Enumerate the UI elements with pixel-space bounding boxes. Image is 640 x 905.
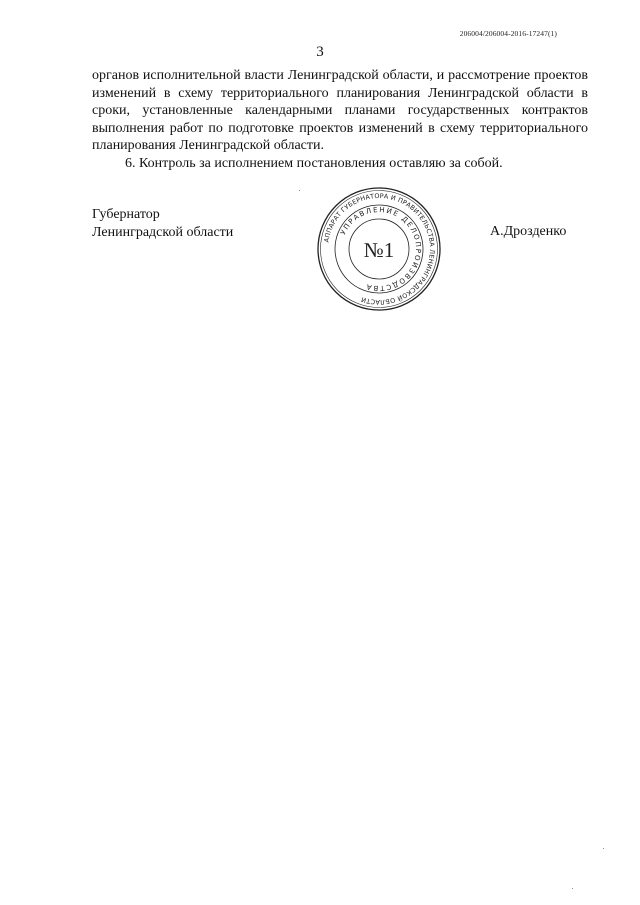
signatory-name: А.Дрозденко [490, 224, 567, 239]
stamp-inner-text: УПРАВЛЕНИЕ ДЕЛОПРОИЗВОДСТВА [339, 205, 423, 293]
signatory-title-line-1: Губернатор [92, 207, 160, 222]
stamp-outer-text: АППАРАТ ГУБЕРНАТОРА И ПРАВИТЕЛЬСТВА ЛЕНИНГРАДСКОЙ ОБЛАСТИ [322, 191, 437, 307]
scan-speck [572, 888, 573, 889]
signatory-title [92, 206, 233, 241]
signatory-title-line-2: Ленинградской области [92, 224, 234, 240]
paragraph-item-6: 6. Контроль за исполнением постановления оставляю за собой. [125, 155, 503, 171]
page-number: 3 [316, 44, 324, 60]
paragraph-continuation: органов исполнительной власти Ленинградской области, и рассмотрение проектов изменений в схему территориального планирования Ленинградской области в сроки, установленные календарными планами государственных контрактов выполнения работ по подготовке проектов изменений в схему территориального планирования Ленинградской области. [92, 68, 588, 154]
scan-speck [603, 848, 604, 849]
document-id: 206004/206004-2016-17247(1) [459, 29, 557, 38]
stamp-seal-graphic [316, 186, 442, 312]
scan-speck [299, 190, 300, 191]
body-text [92, 67, 588, 173]
stamp-center-number: №1 [363, 238, 395, 262]
official-stamp [316, 186, 442, 312]
